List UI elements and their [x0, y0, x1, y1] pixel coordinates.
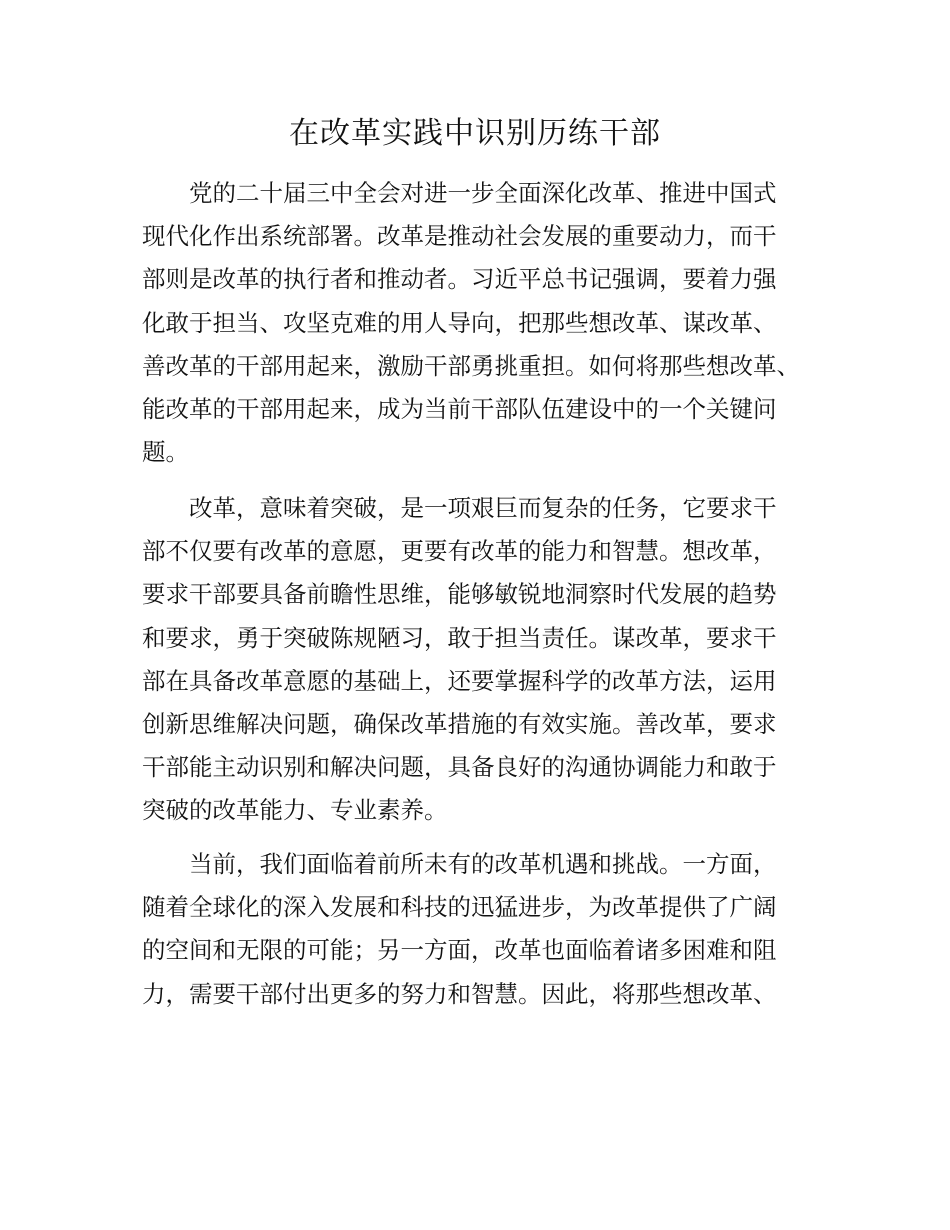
paragraph-3 [142, 843, 814, 1016]
paragraph-line: 化敢于担当、攻坚克难的用人导向，把那些想改革、谋改革、 [142, 308, 777, 337]
paragraph-2 [142, 487, 814, 833]
paragraph-line: 随着全球化的深入发展和科技的迅猛进步，为改革提供了广阔 [142, 893, 777, 922]
paragraph-line: 部不仅要有改革的意愿，更要有改革的能力和智慧。想改革， [142, 537, 777, 566]
paragraph-line: 创新思维解决问题，确保改革措施的有效实施。善改革，要求 [142, 709, 777, 738]
paragraph-line: 党的二十届三中全会对进一步全面深化改革、推进中国式 [189, 179, 777, 207]
paragraph-line: 和要求，勇于突破陈规陋习，敢于担当责任。谋改革，要求干 [142, 623, 777, 652]
paragraph-line: 部在具备改革意愿的基础上，还要掌握科学的改革方法，运用 [142, 666, 777, 695]
paragraph-line: 干部能主动识别和解决问题，具备良好的沟通协调能力和敢于 [142, 753, 777, 782]
paragraph-1 [142, 172, 814, 474]
paragraph-line: 现代化作出系统部署。改革是推动社会发展的重要动力，而干 [142, 222, 777, 251]
document-title: 在改革实践中识别历练干部 [289, 116, 661, 151]
paragraph-line: 部则是改革的执行者和推动者。习近平总书记强调，要着力强 [142, 265, 777, 294]
paragraph-line: 当前，我们面临着前所未有的改革机遇和挑战。一方面， [189, 850, 777, 878]
paragraph-line: 要求干部要具备前瞻性思维，能够敏锐地洞察时代发展的趋势 [142, 580, 777, 609]
paragraph-line: 突破的改革能力、专业素养。 [142, 796, 448, 825]
paragraph-line: 题。 [142, 438, 189, 467]
paragraph-line: 的空间和无限的可能；另一方面，改革也面临着诸多困难和阻 [142, 936, 777, 965]
paragraph-line: 善改革的干部用起来，激励干部勇挑重担。如何将那些想改革、 [142, 351, 800, 380]
paragraph-line: 改革，意味着突破，是一项艰巨而复杂的任务，它要求干 [189, 494, 777, 522]
paragraph-line: 力，需要干部付出更多的努力和智慧。因此，将那些想改革、 [142, 979, 777, 1008]
paragraph-line: 能改革的干部用起来，成为当前干部队伍建设中的一个关键问 [142, 394, 777, 423]
